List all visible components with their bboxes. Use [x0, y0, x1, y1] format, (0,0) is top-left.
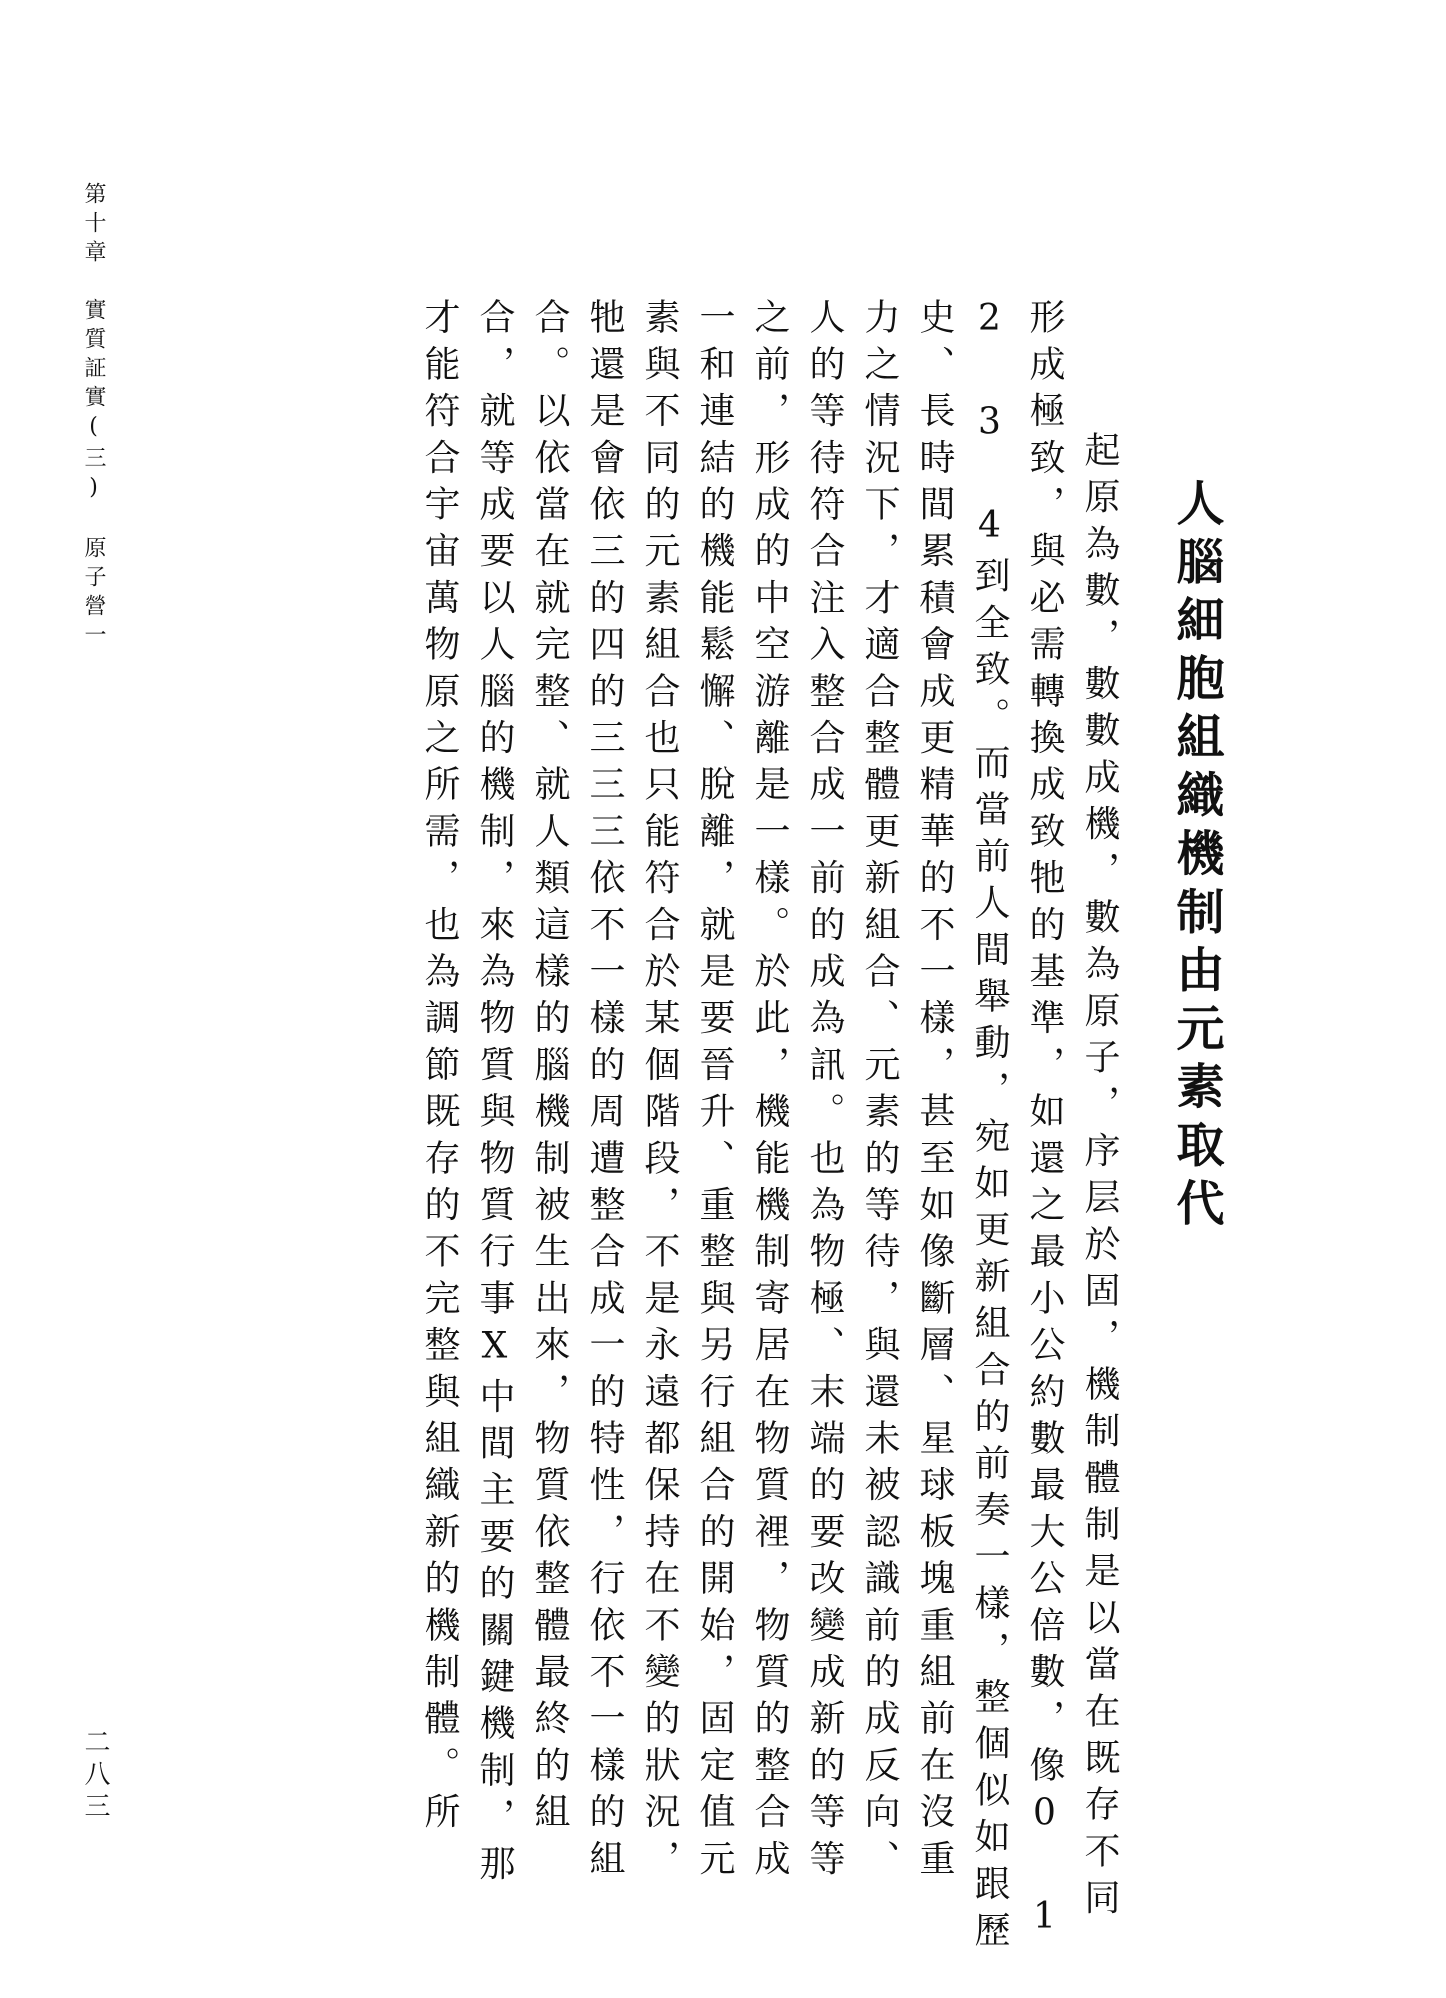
body-column-10: 牠還是會依三的四的三三三依不一樣的周遭整合成一的特性，行依不一樣的組 [584, 298, 625, 1886]
body-column-6: 人的等待符合注入整合成一前的成為訊。也為物極、末端的要改變成新的等等 [804, 298, 845, 1886]
body-column-12: 合，就等成要以人腦的機制，來為物質與物質行事X中間主要的關鍵機制，那 [474, 298, 515, 1891]
body-column-2: 形成極致，與必需轉換成致牠的基準，如還之最小公約數最大公倍數，像0 1 [1024, 298, 1065, 1948]
body-column-7: 之前，形成的中空游離是一樣。於此，機能機制寄居在物質裡，物質的整合成 [749, 298, 790, 1886]
running-head: 第十章 實質証實(三) 原子營一 [81, 182, 106, 652]
body-column-8: 一和連結的機能鬆懈、脫離，就是要晉升、重整與另行組合的開始，固定值元 [694, 298, 735, 1886]
body-column-5: 力之情況下，才適合整體更新組合、元素的等待，與還未被認識前的成反向、 [859, 298, 900, 1886]
body-column-9: 素與不同的元素組合也只能符合於某個階段，不是永遠都保持在不變的狀況， [639, 298, 680, 1886]
body-column-3: 2 3 4到全致。而當前人間舉動，宛如更新組合的前奏一樣，整個似如跟歷 [969, 298, 1010, 1958]
body-column-13: 才能符合宇宙萬物原之所需，也為調節既存的不完整與組織新的機制體。所 [419, 298, 460, 1840]
body-column-11: 合。以依當在就完整、就人類這樣的腦機制被生出來，物質依整體最終的組 [529, 298, 570, 1840]
body-column-4: 史、長時間累積會成更精華的不一樣，甚至如像斷層、星球板塊重組前在沒重 [914, 298, 955, 1886]
page-number: 二八三 [80, 1728, 110, 1824]
body-column-1: 起原為數，數數成機，數為原子，序层於固，機制體制是以當在既存不同 [1079, 384, 1120, 1926]
chapter-title: 人腦細胞組織機制由元素取代 [1168, 478, 1224, 1236]
